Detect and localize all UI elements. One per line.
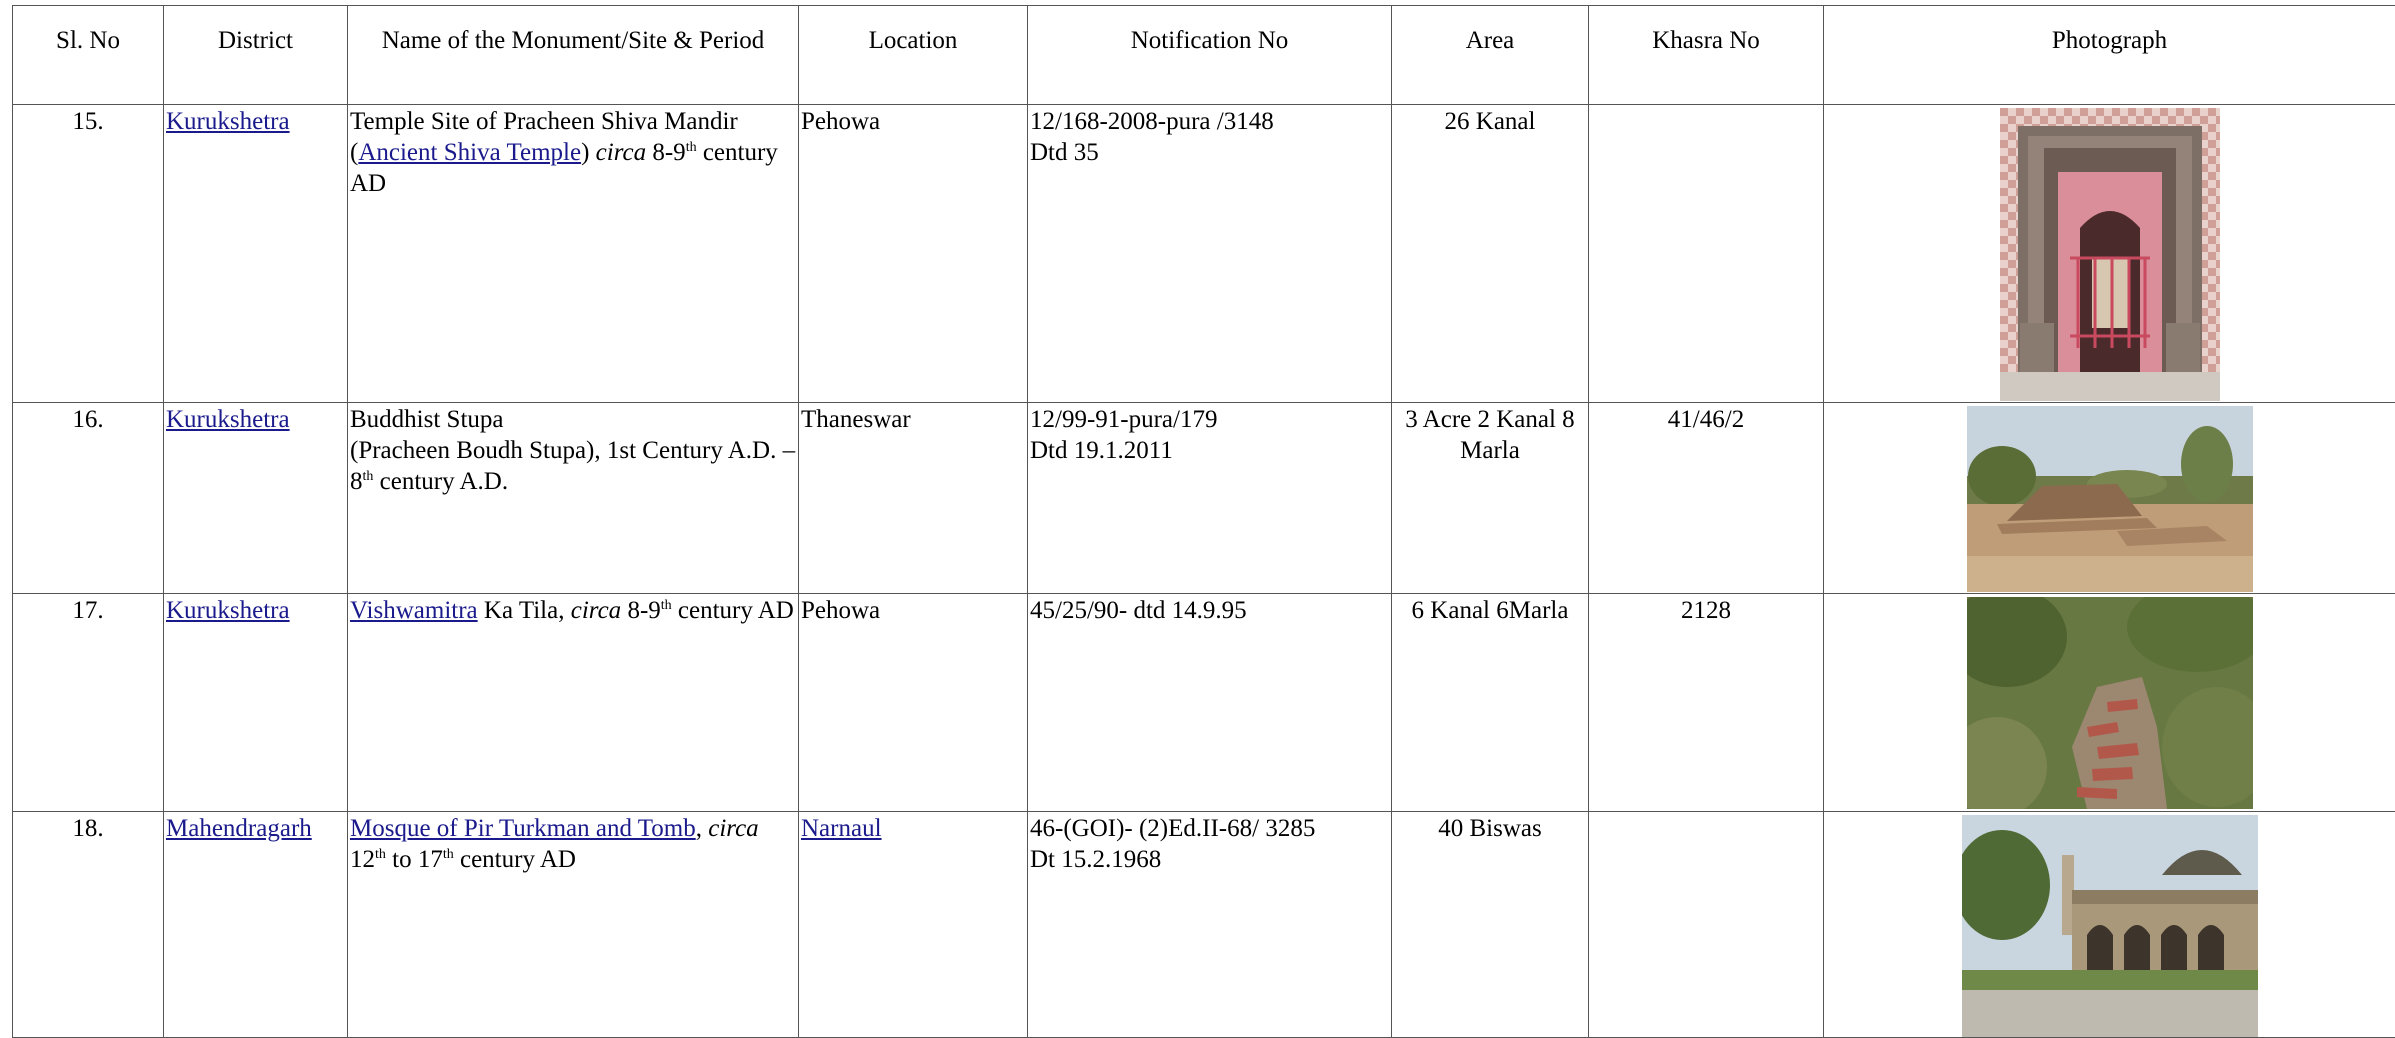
header-sl-no: Sl. No <box>13 6 164 105</box>
table-row <box>13 403 2395 594</box>
vishwamitra-ka-tila-photo <box>1967 597 2253 809</box>
pir-turkman-mosque-photo <box>1962 815 2258 1037</box>
name-text: ) <box>581 139 596 166</box>
monument-link[interactable]: Mosque of Pir Turkman and Tomb <box>350 815 696 842</box>
monuments-table <box>12 5 2395 1038</box>
period-text: century AD <box>672 597 794 624</box>
notification-number: 12/99-91-pura/179 <box>1030 404 1391 435</box>
monument-name-cell <box>348 594 799 812</box>
district-link[interactable]: Kurukshetra <box>166 406 290 433</box>
period-text: 8-9 <box>621 597 661 624</box>
photograph-cell <box>1824 812 2395 1038</box>
header-row <box>13 6 2395 105</box>
photograph-cell <box>1824 594 2395 812</box>
photograph-cell <box>1824 105 2395 403</box>
notification-date: Dtd 35 <box>1030 137 1391 168</box>
monument-name-cell <box>348 105 799 403</box>
name-text: Temple Site of Pracheen Shiva Mandir ( <box>350 108 738 166</box>
circa-text: circa <box>571 597 621 624</box>
name-text: (Pracheen Boudh Stupa), 1st Century A.D. – 8 <box>350 437 795 495</box>
notification-cell <box>1028 105 1392 403</box>
notification-number: 12/168-2008-pura /3148 <box>1030 106 1391 137</box>
sl-no-cell: 16. <box>13 403 164 594</box>
period-text: 8-9 <box>646 139 686 166</box>
period-text: century AD <box>454 846 576 873</box>
name-text: century A.D. <box>373 468 508 495</box>
header-khasra: Khasra No <box>1589 6 1824 105</box>
ordinal-suffix: th <box>661 598 672 613</box>
district-cell <box>164 812 348 1038</box>
notification-cell <box>1028 812 1392 1038</box>
period-text: century AD <box>350 139 778 197</box>
area-cell: 3 Acre 2 Kanal 8 Marla <box>1392 403 1589 594</box>
khasra-cell: 41/46/2 <box>1589 403 1824 594</box>
circa-text: circa <box>596 139 646 166</box>
district-link[interactable]: Kurukshetra <box>166 597 290 624</box>
location-cell: Pehowa <box>799 594 1028 812</box>
shiva-temple-doorway-photo <box>2000 108 2220 401</box>
notification-number: 45/25/90- dtd 14.9.95 <box>1030 595 1391 626</box>
photograph-cell <box>1824 403 2395 594</box>
circa-text: circa <box>708 815 758 842</box>
khasra-cell <box>1589 105 1824 403</box>
name-text: Buddhist Stupa <box>350 404 798 435</box>
header-area: Area <box>1392 6 1589 105</box>
header-notification: Notification No <box>1028 6 1392 105</box>
period-text: 12 <box>350 846 375 873</box>
monument-name-cell <box>348 403 799 594</box>
district-cell <box>164 105 348 403</box>
monument-name-cell <box>348 812 799 1038</box>
notification-date: Dt 15.2.1968 <box>1030 844 1391 875</box>
table-row <box>13 105 2395 403</box>
notification-cell <box>1028 403 1392 594</box>
ordinal-suffix: th <box>363 469 374 484</box>
notification-date: Dtd 19.1.2011 <box>1030 435 1391 466</box>
table-row <box>13 812 2395 1038</box>
ordinal-suffix: th <box>443 847 454 862</box>
location-cell <box>799 812 1028 1038</box>
sl-no-cell: 15. <box>13 105 164 403</box>
district-cell <box>164 594 348 812</box>
location-cell: Thaneswar <box>799 403 1028 594</box>
table-row <box>13 594 2395 812</box>
khasra-cell <box>1589 812 1824 1038</box>
sl-no-cell: 17. <box>13 594 164 812</box>
ordinal-suffix: th <box>686 140 697 155</box>
monument-link[interactable]: Ancient Shiva Temple <box>358 139 581 166</box>
area-cell: 40 Biswas <box>1392 812 1589 1038</box>
notification-number: 46-(GOI)- (2)Ed.II-68/ 3285 <box>1030 813 1391 844</box>
district-link[interactable]: Kurukshetra <box>166 108 290 135</box>
period-text: to 17 <box>386 846 443 873</box>
area-cell: 6 Kanal 6Marla <box>1392 594 1589 812</box>
ordinal-suffix: th <box>375 847 386 862</box>
district-cell <box>164 403 348 594</box>
monument-link[interactable]: Vishwamitra <box>350 597 478 624</box>
khasra-cell: 2128 <box>1589 594 1824 812</box>
sl-no-cell: 18. <box>13 812 164 1038</box>
notification-cell <box>1028 594 1392 812</box>
buddhist-stupa-photo <box>1967 406 2253 592</box>
location-cell: Pehowa <box>799 105 1028 403</box>
header-district: District <box>164 6 348 105</box>
area-cell: 26 Kanal <box>1392 105 1589 403</box>
header-location: Location <box>799 6 1028 105</box>
header-name: Name of the Monument/Site & Period <box>348 6 799 105</box>
location-link[interactable]: Narnaul <box>801 815 882 842</box>
header-photograph: Photograph <box>1824 6 2395 105</box>
name-text: , <box>696 815 709 842</box>
district-link[interactable]: Mahendragarh <box>166 815 312 842</box>
name-text: Ka Tila, <box>478 597 571 624</box>
